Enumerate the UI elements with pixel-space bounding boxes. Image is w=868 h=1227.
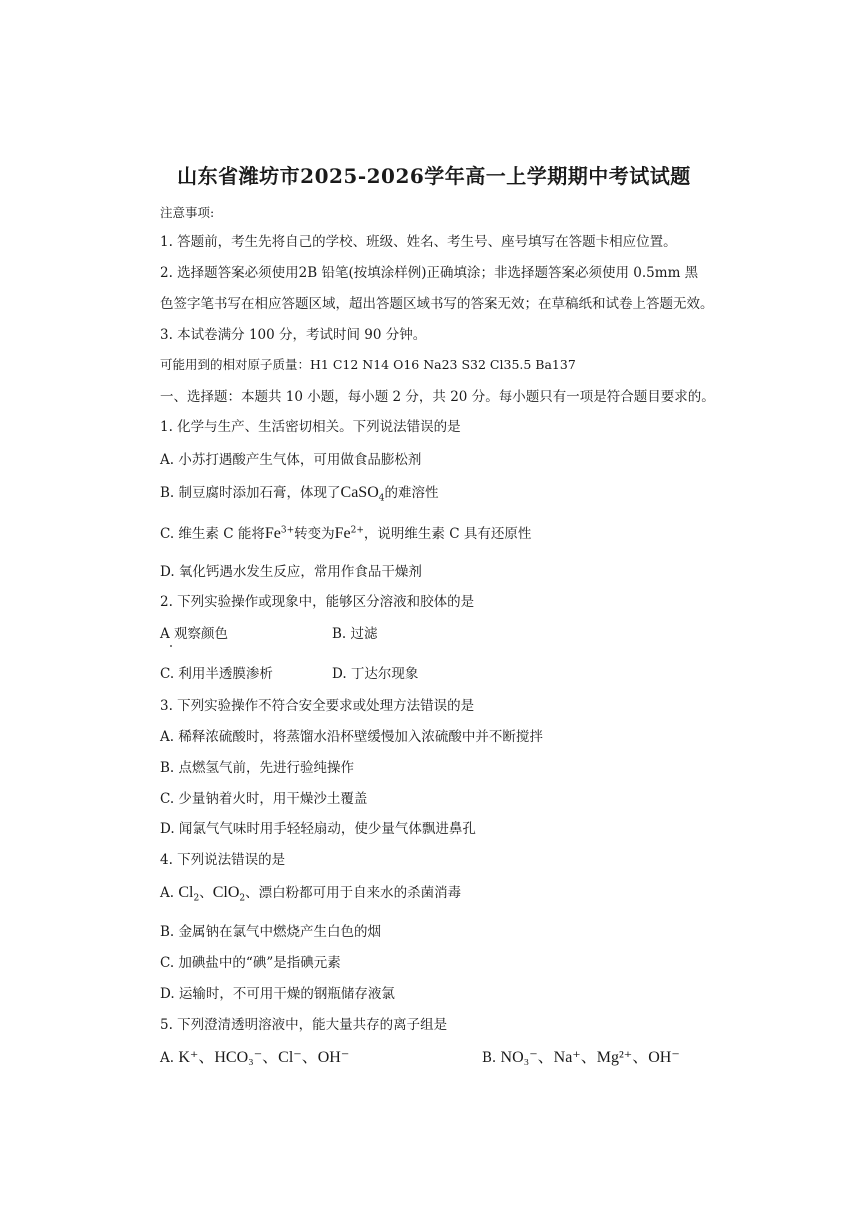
- notice-3: 3. 本试卷满分 100 分，考试时间 90 分钟。: [160, 327, 427, 343]
- notice-1: 1. 答题前，考生先将自己的学校、班级、姓名、考生号、座号填写在答题卡相应位置。: [160, 234, 677, 250]
- notice-2-cont: 色签字笔书写在相应答题区域，超出答题区域书写的答案无效；在草稿纸和试卷上答题无效。: [160, 296, 714, 312]
- notice-2: 2. 选择题答案必须使用2B 铅笔(按填涂样例)正确填涂；非选择题答案必须使用 0.5mm 黑: [160, 265, 699, 281]
- q4-option-c: C. 加碘盐中的“碘”是指碘元素: [160, 955, 341, 971]
- q1-option-d: D. 氧化钙遇水发生反应，常用作食品干燥剂: [160, 564, 422, 580]
- q2-option-b: B. 过滤: [332, 626, 378, 642]
- q3-stem: 3. 下列实验操作不符合安全要求或处理方法错误的是: [160, 698, 475, 714]
- q2-option-d: D. 丁达尔现象: [332, 666, 419, 682]
- q1-option-a: A. 小苏打遇酸产生气体，可用做食品膨松剂: [160, 452, 422, 468]
- q5-option-b: B. NO₃⁻、Na⁺、Mg²⁺、OH⁻: [482, 1049, 680, 1066]
- q5-option-a: A. K⁺、HCO₃⁻、Cl⁻、OH⁻: [160, 1049, 350, 1066]
- section-1-heading: 一、选择题：本题共 10 小题，每小题 2 分，共 20 分。每小题只有一项是符合题目要求的。: [160, 389, 715, 405]
- q4-option-a: A. $Cl_2$、ClO$_2$、漂白粉都可用于自来水的杀菌消毒: [160, 884, 462, 904]
- notice-heading: 注意事项:: [160, 205, 215, 220]
- q2-stem: 2. 下列实验操作或现象中，能够区分溶液和胶体的是: [160, 594, 475, 610]
- q3-option-d: D. 闻氯气气味时用手轻轻扇动，使少量气体飘进鼻孔: [160, 821, 476, 837]
- q3-option-b: B. 点燃氢气前，先进行验纯操作: [160, 760, 355, 776]
- q3-option-c: C. 少量钠着火时，用干燥沙土覆盖: [160, 791, 368, 807]
- q2-option-c: C. 利用半透膜渗析: [160, 666, 273, 682]
- q4-option-d: D. 运输时，不可用干燥的钢瓶储存液氯: [160, 986, 395, 1002]
- q4-stem: 4. 下列说法错误的是: [160, 852, 286, 868]
- q1-stem: 1. 化学与生产、生活密切相关。下列说法错误的是: [160, 419, 461, 435]
- q1-option-c: C. 维生素 C 能将$Fe^{3+}$转变为$Fe^{2+}$，说明维生素 C 具有还原性: [160, 525, 532, 542]
- stray-dot: [170, 645, 172, 647]
- page-title: 山东省潍坊市2025-2026学年高一上学期期中考试试题: [177, 164, 691, 188]
- atomic-mass: 可能用到的相对原子质量：H1 C12 N14 O16 Na23 S32 Cl35.5 Ba137: [160, 357, 576, 372]
- q4-option-b: B. 金属钠在氯气中燃烧产生白色的烟: [160, 924, 382, 940]
- q2-option-a: A 观察颜色: [160, 626, 229, 642]
- q3-option-a: A. 稀释浓硫酸时，将蒸馏水沿杯壁缓慢加入浓硫酸中并不断搅拌: [160, 729, 543, 745]
- q5-stem: 5. 下列澄清透明溶液中，能大量共存的离子组是: [160, 1017, 448, 1033]
- q1-option-b: B. 制豆腐时添加石膏，体现了CaSO$_4$的难溶性: [160, 484, 439, 504]
